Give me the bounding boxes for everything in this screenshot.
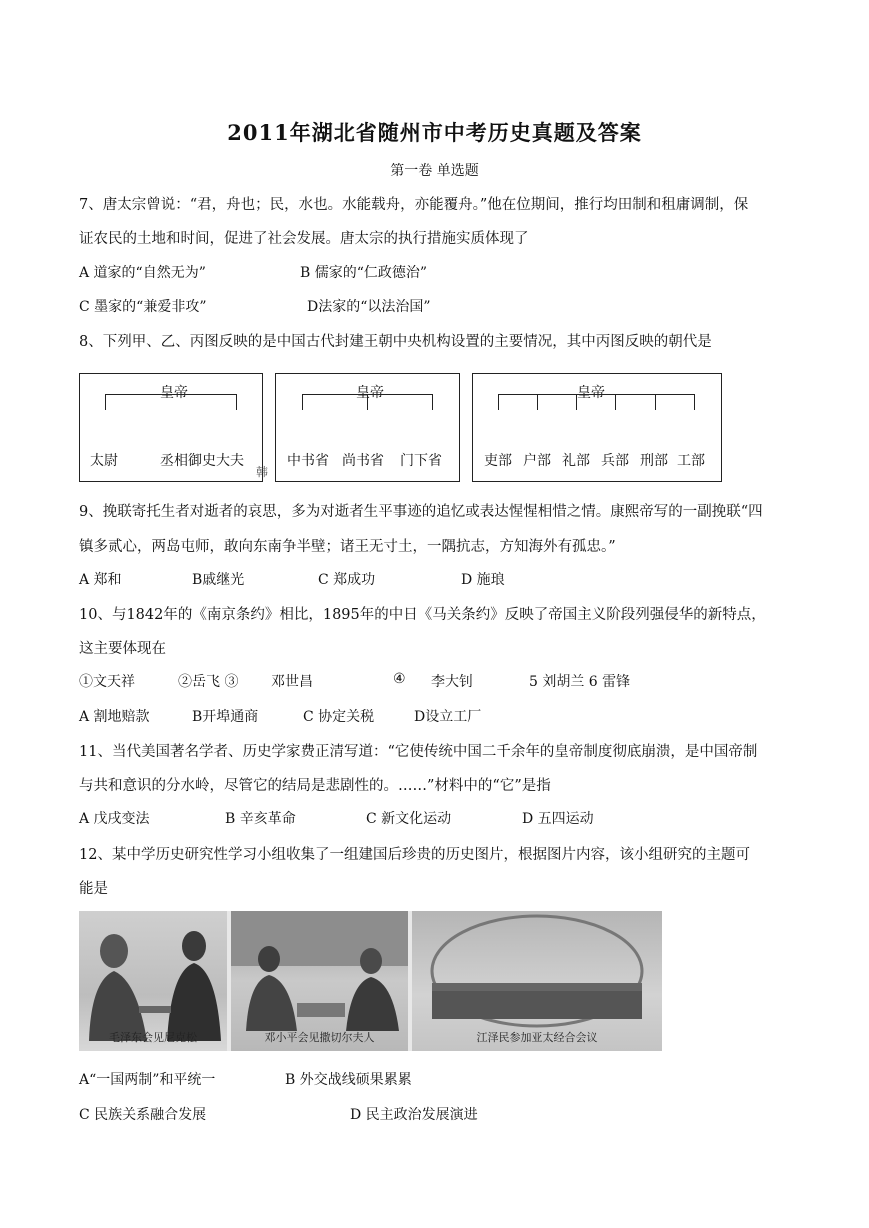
q9-stem-line1: 9、挽联寄托生者对逝者的哀思，多为对逝者生平事迹的追忆或表达惺惺相惜之情。康熙帝写的一副挽联“四: [79, 504, 763, 520]
q10-option-c: C 协定关税: [303, 709, 375, 725]
diagram-bing-label: 吏部: [484, 453, 512, 469]
stray-glyph: 韩: [256, 465, 269, 479]
diagram-yi: [275, 373, 460, 482]
q11-option-a: A 戊戌变法: [79, 811, 150, 827]
q10-name: ②岳飞 ③: [178, 674, 239, 690]
q11-stem-line1: 11、当代美国著名学者、历史学家费正清写道：“它使传统中国二千余年的皇帝制度彻底崩溃，是中国帝制: [79, 744, 758, 760]
q7-option-b: B 儒家的“仁政德治”: [300, 265, 428, 281]
diagram-bing: [472, 373, 722, 482]
q11-stem-line2: 与共和意识的分水岭，尽管它的结局是悲剧性的。……”材料中的“它”是指: [79, 778, 551, 794]
photo-caption: 毛泽东会见尼克松: [109, 1031, 197, 1044]
photo-deng-thatcher: [231, 911, 408, 1051]
q10-name: ④: [393, 671, 406, 687]
q10-option-d: D设立工厂: [414, 709, 482, 725]
diagram-bing-label: 工部: [677, 453, 705, 469]
q9-option-b: B戚继光: [192, 572, 245, 588]
q12-stem-line1: 12、某中学历史研究性学习小组收集了一组建国后珍贵的历史图片，根据图片内容，该小组研究的主题可: [79, 847, 750, 863]
q12-option-b: B 外交战线硕果累累: [285, 1072, 412, 1088]
q10-name: 李大钊: [431, 674, 473, 690]
diagram-bing-label: 礼部: [562, 453, 590, 469]
diagram-jia-label: 太尉: [90, 453, 118, 469]
q7-stem-line1: 7、唐太宗曾说：“君，舟也；民，水也。水能载舟，亦能覆舟。”他在位期间，推行均田制和租庸调制，保: [79, 197, 749, 213]
diagram-bing-label: 兵部: [601, 453, 629, 469]
diagram-jia-connector: [105, 394, 236, 395]
q12-stem-line2: 能是: [79, 881, 108, 897]
q10-name: ①文天祥: [79, 674, 135, 690]
q12-option-a: A“一国两制”和平统一: [79, 1072, 216, 1088]
photo-caption: 邓小平会见撒切尔夫人: [264, 1031, 375, 1044]
diagram-bing-emperor: 皇帝: [577, 385, 605, 401]
diagram-yi-label: 尚书省: [342, 453, 384, 469]
q7-stem-line2: 证农民的土地和时间，促进了社会发展。唐太宗的执行措施实质体现了: [79, 231, 529, 247]
q11-option-d: D 五四运动: [522, 811, 594, 827]
q10-option-a: A 割地赔款: [79, 709, 150, 725]
q10-name: 邓世昌: [271, 674, 313, 690]
q9-stem-line2: 镇多贰心，两岛屯师，敢向东南争半壁；诸王无寸土，一隅抗志，方知海外有孤忠。”: [79, 539, 616, 555]
historical-photos: [79, 911, 662, 1051]
diagram-yi-label: 门下省: [400, 453, 442, 469]
q7-option-d: D法家的“以法治国”: [307, 299, 431, 315]
diagram-bing-label: 户部: [523, 453, 551, 469]
q11-option-b: B 辛亥革命: [225, 811, 296, 827]
q10-stem-line1: 10、与1842年的《南京条约》相比，1895年的中日《马关条约》反映了帝国主义阶段列强侵华的新特点，: [79, 607, 766, 623]
diagram-bing-connector: [498, 394, 694, 395]
photo-mao-nixon: [79, 911, 227, 1051]
q7-option-c: C 墨家的“兼爱非攻”: [79, 299, 207, 315]
q10-stem-line2: 这主要体现在: [79, 641, 166, 657]
q8-stem-line1: 8、下列甲、乙、丙图反映的是中国古代封建王朝中央机构设置的主要情况，其中丙图反映的朝代是: [79, 334, 712, 350]
q9-option-c: C 郑成功: [318, 572, 376, 588]
q10-name: 5 刘胡兰 6 雷锋: [529, 674, 631, 690]
q10-option-b: B开埠通商: [192, 709, 259, 725]
photo-jiang-apec: [412, 911, 662, 1051]
section-heading: 第一卷 单选题: [390, 163, 479, 179]
diagram-bing-label: 刑部: [640, 453, 668, 469]
q7-option-a: A 道家的“自然无为”: [79, 265, 206, 281]
diagram-jia-label: 丞相御史大夫: [160, 453, 244, 469]
q12-option-c: C 民族关系融合发展: [79, 1107, 207, 1123]
diagram-yi-label: 中书省: [287, 453, 329, 469]
photo-caption: 江泽民参加亚太经合会议: [476, 1031, 598, 1044]
q11-option-c: C 新文化运动: [366, 811, 452, 827]
page-title: 2011年湖北省随州市中考历史真题及答案: [227, 120, 642, 145]
diagram-jia: [79, 373, 263, 482]
diagram-yi-emperor: 皇帝: [356, 385, 384, 401]
q12-option-d: D 民主政治发展演进: [350, 1107, 478, 1123]
q9-option-a: A 郑和: [79, 572, 122, 588]
q9-option-d: D 施琅: [461, 572, 505, 588]
diagram-jia-emperor: 皇帝: [160, 385, 188, 401]
